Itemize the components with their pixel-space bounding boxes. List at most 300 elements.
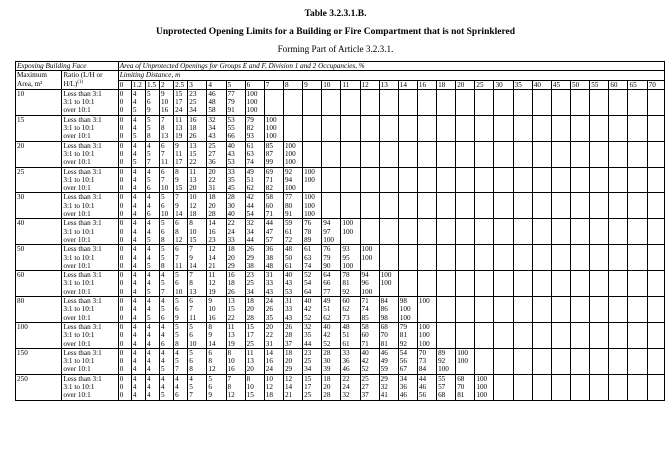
percent-value: 42 bbox=[323, 331, 331, 340]
value-cell bbox=[145, 245, 159, 271]
percent-value bbox=[457, 202, 473, 210]
percent-value: 96 bbox=[361, 279, 369, 288]
percent-value bbox=[534, 305, 550, 313]
percent-value: 11 bbox=[189, 313, 197, 322]
ratio-label: Less than 3:1 bbox=[63, 271, 102, 280]
percent-value: 0 bbox=[119, 175, 124, 184]
percent-value: 4 bbox=[161, 271, 165, 280]
percent-value bbox=[457, 116, 473, 124]
percent-value: 23 bbox=[189, 89, 197, 98]
percent-value bbox=[610, 236, 626, 244]
percent-value bbox=[610, 305, 626, 313]
value-cell bbox=[118, 297, 131, 323]
percent-value bbox=[362, 228, 378, 236]
percent-value: 46 bbox=[399, 391, 407, 400]
area-group-row bbox=[16, 115, 665, 141]
percent-value: 4 bbox=[146, 357, 151, 366]
percent-value bbox=[515, 193, 531, 201]
percent-value bbox=[495, 297, 511, 305]
percent-value: 31 bbox=[265, 271, 273, 280]
percent-value bbox=[342, 150, 358, 158]
percent-value: 4 bbox=[146, 339, 151, 348]
value-cell bbox=[475, 115, 494, 141]
value-cell bbox=[475, 245, 494, 271]
distance-header-cell: 55 bbox=[590, 80, 609, 89]
value-cell bbox=[322, 219, 341, 245]
percent-value: 4 bbox=[146, 382, 151, 391]
percent-value bbox=[495, 98, 511, 106]
value-cell bbox=[174, 115, 188, 141]
percent-value: 71 bbox=[361, 339, 369, 348]
percent-value: 10 bbox=[161, 184, 169, 193]
percent-value bbox=[476, 176, 492, 184]
percent-value bbox=[572, 236, 588, 244]
percent-value bbox=[553, 305, 569, 313]
value-cell bbox=[207, 141, 226, 167]
percent-value: 6 bbox=[175, 305, 179, 314]
percent-value: 79 bbox=[246, 115, 254, 124]
percent-value: 9 bbox=[208, 391, 212, 400]
percent-value: 5 bbox=[146, 115, 151, 124]
percent-value bbox=[495, 90, 511, 98]
percent-value: 62 bbox=[246, 184, 254, 193]
distance-header-cell: 50 bbox=[571, 80, 590, 89]
percent-value: 59 bbox=[284, 219, 293, 228]
percent-value bbox=[495, 314, 511, 322]
percent-value bbox=[649, 297, 663, 305]
area-group-row bbox=[16, 89, 665, 115]
distance-header-cell: 25 bbox=[475, 80, 494, 89]
percent-value bbox=[649, 202, 663, 210]
value-cell bbox=[341, 89, 360, 115]
percent-value bbox=[572, 271, 588, 279]
value-cell bbox=[532, 141, 551, 167]
value-cell bbox=[264, 89, 283, 115]
percent-value: 18 bbox=[208, 193, 216, 202]
value-cell bbox=[131, 219, 145, 245]
value-cell bbox=[118, 271, 131, 297]
percent-value: 57 bbox=[265, 235, 273, 244]
percent-value bbox=[438, 340, 454, 348]
percent-value: 4 bbox=[132, 124, 137, 133]
percent-value: 100 bbox=[265, 124, 277, 133]
ratio-label: over 10:1 bbox=[63, 391, 91, 400]
percent-value bbox=[591, 150, 607, 158]
percent-value: 6 bbox=[161, 313, 165, 322]
percent-value bbox=[572, 391, 588, 399]
percent-value bbox=[438, 331, 454, 339]
percent-value: 38 bbox=[265, 253, 273, 262]
percent-value bbox=[457, 210, 473, 218]
percent-value: 15 bbox=[175, 184, 183, 193]
percent-value: 16 bbox=[265, 357, 273, 366]
percent-value bbox=[629, 349, 645, 357]
ratio-cell bbox=[62, 167, 118, 193]
value-cell bbox=[264, 297, 283, 323]
value-cell bbox=[379, 115, 398, 141]
percent-value: 48 bbox=[265, 261, 273, 270]
percent-value bbox=[553, 279, 569, 287]
value-cell bbox=[571, 219, 590, 245]
value-cell bbox=[118, 141, 131, 167]
percent-value bbox=[629, 254, 645, 262]
percent-value: 6 bbox=[208, 348, 212, 357]
value-cell bbox=[174, 297, 188, 323]
percent-value bbox=[534, 132, 550, 140]
percent-value: 6 bbox=[208, 382, 212, 391]
percent-value bbox=[553, 98, 569, 106]
percent-value bbox=[534, 116, 550, 124]
value-cell bbox=[283, 167, 302, 193]
value-cell bbox=[360, 297, 379, 323]
value-cell bbox=[437, 348, 456, 374]
percent-value: 0 bbox=[119, 348, 124, 357]
percent-value: 11 bbox=[189, 167, 197, 176]
percent-value bbox=[534, 236, 550, 244]
ratio-cell bbox=[62, 219, 118, 245]
percent-value bbox=[629, 106, 645, 114]
percent-value: 5 bbox=[189, 348, 193, 357]
percent-value: 9 bbox=[208, 297, 212, 306]
percent-value bbox=[553, 357, 569, 365]
percent-value: 9 bbox=[175, 175, 179, 184]
table-article-reference: Forming Part of Article 3.2.3.1. bbox=[277, 44, 394, 54]
percent-value: 60 bbox=[265, 201, 273, 210]
percent-value: 16 bbox=[227, 365, 235, 374]
percent-value bbox=[419, 228, 435, 236]
percent-value bbox=[476, 168, 492, 176]
value-cell bbox=[131, 348, 145, 374]
percent-value bbox=[610, 193, 626, 201]
percent-value: 6 bbox=[175, 219, 179, 228]
value-cell bbox=[647, 322, 664, 348]
percent-value bbox=[534, 98, 550, 106]
value-cell bbox=[283, 219, 302, 245]
percent-value: 0 bbox=[119, 158, 124, 167]
value-cell bbox=[245, 167, 264, 193]
percent-value: 89 bbox=[304, 235, 312, 244]
percent-value: 76 bbox=[304, 219, 312, 228]
percent-value bbox=[457, 288, 473, 296]
ratio-footnote-marker: (1) bbox=[77, 79, 84, 85]
value-cell bbox=[174, 348, 188, 374]
percent-value bbox=[323, 193, 339, 201]
percent-value bbox=[342, 158, 358, 166]
value-cell bbox=[609, 348, 628, 374]
value-cell bbox=[360, 271, 379, 297]
table-title: Table 3.2.3.1.B. bbox=[304, 9, 367, 19]
percent-value: 4 bbox=[132, 141, 137, 150]
percent-value bbox=[629, 132, 645, 140]
percent-value bbox=[476, 132, 492, 140]
percent-value bbox=[649, 210, 663, 218]
percent-value: 0 bbox=[119, 245, 124, 254]
percent-value bbox=[266, 106, 282, 114]
percent-value: 11 bbox=[246, 348, 254, 357]
percent-value bbox=[419, 176, 435, 184]
percent-value: 28 bbox=[227, 193, 235, 202]
area-cell: 60 bbox=[16, 271, 62, 297]
percent-value bbox=[457, 314, 473, 322]
percent-value: 53 bbox=[227, 115, 235, 124]
ratio-label: over 10:1 bbox=[63, 313, 91, 322]
percent-value bbox=[572, 124, 588, 132]
percent-value bbox=[400, 279, 416, 287]
percent-value: 71 bbox=[265, 175, 273, 184]
value-cell bbox=[322, 193, 341, 219]
value-cell bbox=[628, 167, 647, 193]
percent-value: 6 bbox=[175, 245, 179, 254]
value-cell bbox=[188, 193, 207, 219]
percent-value bbox=[629, 365, 645, 373]
percent-value bbox=[553, 150, 569, 158]
percent-value bbox=[476, 124, 492, 132]
percent-value: 13 bbox=[189, 175, 197, 184]
value-cell bbox=[360, 193, 379, 219]
value-cell bbox=[131, 245, 145, 271]
percent-value bbox=[304, 150, 320, 158]
percent-value bbox=[591, 262, 607, 270]
percent-value bbox=[534, 297, 550, 305]
percent-value: 10 bbox=[175, 287, 183, 296]
percent-value bbox=[476, 90, 492, 98]
value-cell bbox=[398, 141, 417, 167]
percent-value: 4 bbox=[175, 348, 179, 357]
value-cell bbox=[609, 297, 628, 323]
percent-value bbox=[553, 297, 569, 305]
percent-value: 99 bbox=[265, 158, 273, 167]
percent-value: 4 bbox=[161, 322, 165, 331]
value-cell bbox=[188, 374, 207, 400]
percent-value: 42 bbox=[304, 305, 312, 314]
value-cell bbox=[131, 374, 145, 400]
value-cell bbox=[160, 89, 174, 115]
distance-header-cell: 6 bbox=[245, 80, 264, 89]
percent-value: 13 bbox=[161, 132, 169, 141]
percent-value bbox=[534, 331, 550, 339]
distance-header-cell: 10 bbox=[322, 80, 341, 89]
value-cell bbox=[398, 374, 417, 400]
percent-value: 53 bbox=[284, 287, 293, 296]
value-cell bbox=[417, 167, 436, 193]
value-cell bbox=[494, 219, 513, 245]
percent-value: 13 bbox=[189, 287, 197, 296]
percent-value: 6 bbox=[189, 297, 193, 306]
percent-value bbox=[476, 150, 492, 158]
value-cell bbox=[494, 89, 513, 115]
percent-value: 40 bbox=[227, 141, 235, 150]
percent-value bbox=[591, 124, 607, 132]
area-cell: 15 bbox=[16, 115, 62, 141]
value-cell bbox=[551, 271, 570, 297]
percent-value: 6 bbox=[189, 331, 193, 340]
percent-value bbox=[649, 323, 663, 331]
value-cell bbox=[145, 141, 159, 167]
percent-value bbox=[610, 245, 626, 253]
value-cell bbox=[379, 374, 398, 400]
percent-value: 6 bbox=[161, 201, 165, 210]
percent-value: 43 bbox=[208, 132, 216, 141]
percent-value bbox=[400, 193, 416, 201]
percent-value bbox=[553, 331, 569, 339]
percent-value bbox=[419, 142, 435, 150]
percent-value bbox=[400, 236, 416, 244]
percent-value bbox=[649, 219, 663, 227]
percent-value bbox=[534, 279, 550, 287]
distance-header-cell: 30 bbox=[494, 80, 513, 89]
percent-value: 12 bbox=[265, 382, 273, 391]
percent-value: 5 bbox=[161, 365, 165, 374]
percent-value bbox=[400, 168, 416, 176]
value-cell bbox=[590, 193, 609, 219]
percent-value: 12 bbox=[208, 365, 216, 374]
percent-value: 13 bbox=[227, 331, 235, 340]
value-cell bbox=[475, 271, 494, 297]
percent-value: 51 bbox=[246, 175, 254, 184]
ratio-cell bbox=[62, 141, 118, 167]
value-cell bbox=[207, 297, 226, 323]
value-cell bbox=[303, 115, 322, 141]
percent-value bbox=[534, 176, 550, 184]
distance-header-cell: 3 bbox=[188, 80, 207, 89]
percent-value bbox=[342, 90, 358, 98]
value-cell bbox=[145, 374, 159, 400]
percent-value bbox=[610, 158, 626, 166]
percent-value: 100 bbox=[304, 193, 315, 202]
percent-value: 0 bbox=[119, 305, 124, 314]
percent-value: 18 bbox=[323, 374, 331, 383]
percent-value bbox=[438, 245, 454, 253]
percent-value bbox=[572, 323, 588, 331]
percent-value bbox=[285, 116, 301, 124]
percent-value bbox=[572, 262, 588, 270]
ratio-label: 3:1 to 10:1 bbox=[63, 253, 95, 262]
percent-value bbox=[381, 168, 397, 176]
value-cell bbox=[303, 89, 322, 115]
percent-value bbox=[572, 116, 588, 124]
percent-value bbox=[515, 254, 531, 262]
percent-value bbox=[285, 106, 301, 114]
percent-value: 94 bbox=[361, 271, 369, 280]
percent-value: 40 bbox=[304, 297, 312, 306]
value-cell bbox=[609, 141, 628, 167]
percent-value: 10 bbox=[189, 193, 197, 202]
value-cell bbox=[398, 193, 417, 219]
percent-value bbox=[515, 228, 531, 236]
percent-value bbox=[534, 340, 550, 348]
percent-value bbox=[591, 106, 607, 114]
ratio-label: Less than 3:1 bbox=[63, 297, 102, 306]
percent-value: 28 bbox=[246, 313, 254, 322]
percent-value: 22 bbox=[189, 158, 197, 167]
percent-value: 100 bbox=[361, 253, 373, 262]
percent-value bbox=[323, 210, 339, 218]
percent-value: 44 bbox=[418, 374, 427, 383]
percent-value: 9 bbox=[175, 201, 179, 210]
value-cell bbox=[398, 297, 417, 323]
percent-value bbox=[342, 168, 358, 176]
percent-value bbox=[419, 279, 435, 287]
percent-value bbox=[400, 228, 416, 236]
percent-value bbox=[534, 202, 550, 210]
percent-value bbox=[476, 279, 492, 287]
percent-value bbox=[572, 98, 588, 106]
percent-value bbox=[495, 262, 511, 270]
value-cell bbox=[264, 115, 283, 141]
percent-value: 0 bbox=[119, 141, 124, 150]
value-cell bbox=[207, 245, 226, 271]
percent-value: 4 bbox=[132, 184, 137, 193]
percent-value bbox=[457, 184, 473, 192]
percent-value: 70 bbox=[380, 331, 388, 340]
percent-value bbox=[629, 228, 645, 236]
value-cell bbox=[647, 141, 664, 167]
percent-value: 22 bbox=[227, 219, 235, 228]
percent-value: 4 bbox=[132, 297, 137, 306]
percent-value: 36 bbox=[208, 158, 216, 167]
percent-value: 0 bbox=[119, 106, 124, 115]
percent-value: 48 bbox=[208, 98, 216, 107]
ratio-label: Less than 3:1 bbox=[63, 141, 102, 150]
percent-value: 13 bbox=[246, 357, 254, 366]
percent-value bbox=[419, 184, 435, 192]
ratio-cell bbox=[62, 193, 118, 219]
value-cell bbox=[494, 193, 513, 219]
percent-value bbox=[553, 106, 569, 114]
percent-value bbox=[572, 176, 588, 184]
percent-value: 24 bbox=[175, 106, 183, 115]
value-cell bbox=[207, 322, 226, 348]
percent-value: 22 bbox=[208, 175, 216, 184]
percent-value: 85 bbox=[361, 313, 369, 322]
ratio-label: over 10:1 bbox=[63, 365, 91, 374]
percent-value: 0 bbox=[119, 115, 124, 124]
value-cell bbox=[207, 89, 226, 115]
value-cell bbox=[322, 167, 341, 193]
percent-value: 5 bbox=[189, 322, 193, 331]
value-cell bbox=[360, 115, 379, 141]
percent-value bbox=[381, 288, 397, 296]
percent-value: 42 bbox=[246, 193, 254, 202]
percent-value: 20 bbox=[246, 305, 254, 314]
percent-value: 10 bbox=[246, 382, 254, 391]
value-cell bbox=[283, 141, 302, 167]
percent-value: 7 bbox=[175, 365, 179, 374]
percent-value: 4 bbox=[132, 98, 137, 107]
value-cell bbox=[131, 297, 145, 323]
percent-value: 20 bbox=[323, 382, 331, 391]
percent-value: 24 bbox=[265, 297, 273, 306]
percent-value: 4 bbox=[146, 271, 151, 280]
percent-value: 0 bbox=[119, 167, 124, 176]
percent-value: 90 bbox=[323, 261, 331, 270]
percent-value bbox=[629, 305, 645, 313]
percent-value bbox=[457, 262, 473, 270]
percent-value: 33 bbox=[342, 348, 350, 357]
percent-value: 62 bbox=[342, 305, 350, 314]
percent-value bbox=[591, 314, 607, 322]
percent-value bbox=[629, 176, 645, 184]
opening-limits-table bbox=[15, 61, 665, 401]
value-cell bbox=[475, 219, 494, 245]
percent-value: 0 bbox=[119, 219, 124, 228]
ratio-label: over 10:1 bbox=[63, 287, 91, 296]
percent-value: 61 bbox=[246, 141, 254, 150]
percent-value bbox=[438, 168, 454, 176]
percent-value bbox=[457, 228, 473, 236]
percent-value: 49 bbox=[323, 297, 331, 306]
percent-value bbox=[534, 357, 550, 365]
